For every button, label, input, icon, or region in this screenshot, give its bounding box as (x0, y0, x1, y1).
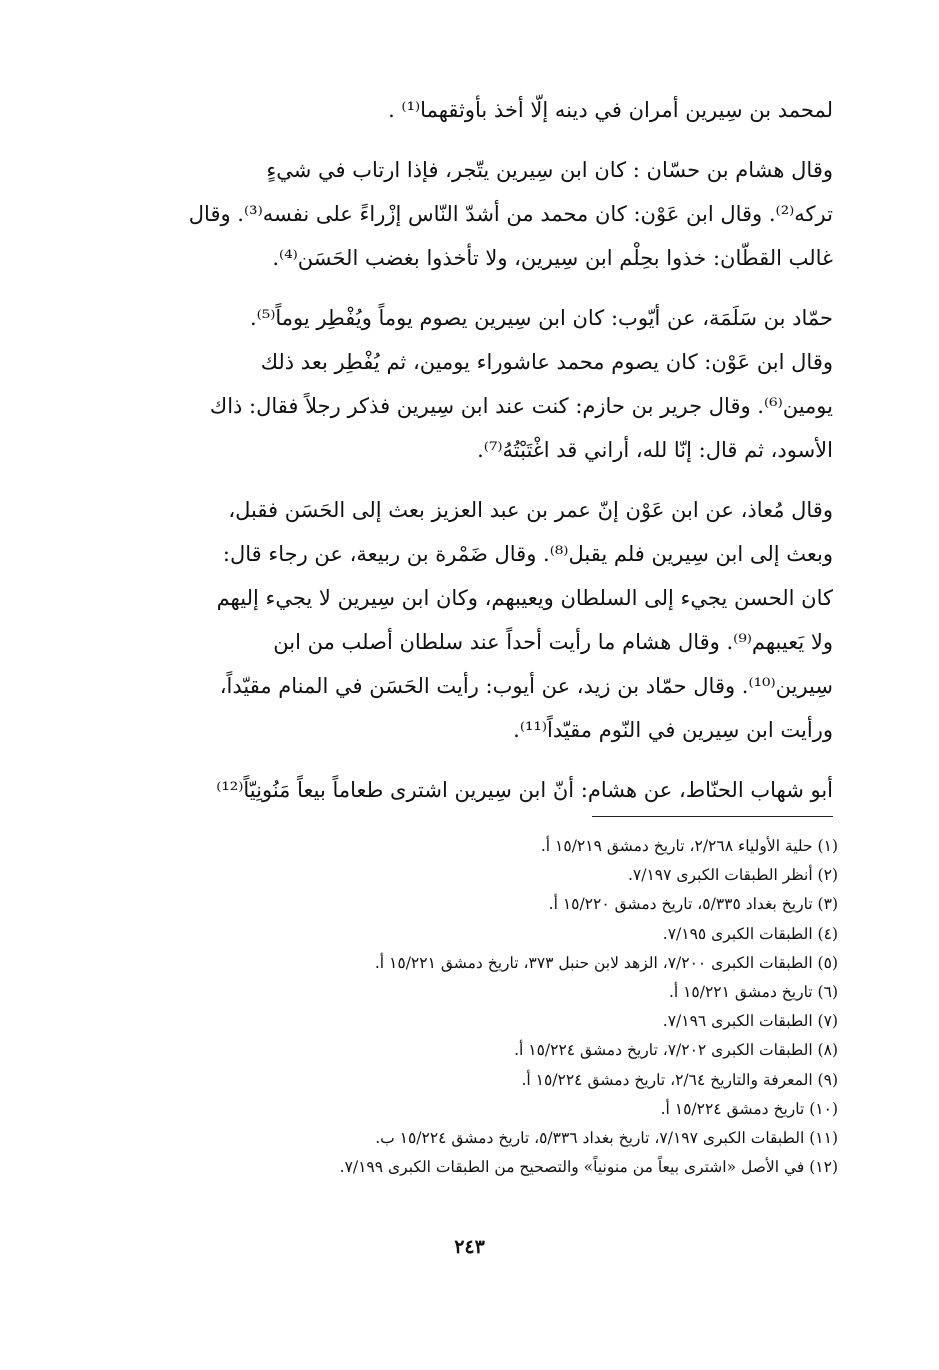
paragraph (128, 148, 833, 280)
text-line: ورأيت ابن سِيرين في النّوم مقيّداً⁽¹¹⁾. (513, 718, 833, 742)
page-number: ٢٤٣ (454, 1236, 485, 1258)
footnote: (٧) الطبقات الكبرى ٧/١٩٦. (662, 1012, 838, 1031)
text-line: سِيرين⁽¹⁰⁾. وقال حمّاد بن زيد، عن أيوب: رأيت الحَسَن في المنام مقيّداً، (219, 674, 833, 698)
footnote: (١١) الطبقات الكبرى ٧/١٩٧، تاريخ بغداد ٥/٣٣٦، تاريخ دمشق ١٥/٢٢٤ ب. (375, 1129, 838, 1148)
text-line: وقال هشام بن حسّان : كان ابن سِيرين يتّجر، فإذا ارتاب في شيءٍ (266, 158, 833, 182)
text-line: أبو شهاب الحنّاط، عن هشام: أنّ ابن سِيرين اشترى طعاماً بيعاً مَنُونِيّاً⁽¹²⁾ (216, 778, 833, 802)
text-line: تركه⁽²⁾. وقال ابن عَوْن: كان محمد من أشدّ النّاس إزْراءً على نفسه⁽³⁾. وقال (188, 202, 833, 226)
text-line: غالب القطّان: خذوا بحِلْم ابن سِيرين، ولا تأخذوا بغضب الحَسَن⁽⁴⁾. (272, 246, 833, 270)
footnote: (١٠) تاريخ دمشق ١٥/٢٢٤ أ. (660, 1099, 838, 1118)
footnote: (٩) المعرفة والتاريخ ٢/٦٤، تاريخ دمشق ١٥/٢٢٤ أ. (521, 1070, 838, 1089)
footnote: (١٢) في الأصل «اشترى بيعاً من منونياً» والتصحيح من الطبقات الكبرى ٧/١٩٩. (339, 1158, 838, 1177)
footnote-divider (592, 816, 833, 817)
text-line: الأسود، ثم قال: إنّا لله، أراني قد اغْتَبْتُهُ⁽⁷⁾. (477, 438, 833, 462)
footnote: (٢) أنظر الطبقات الكبرى ٧/١٩٧. (627, 866, 838, 885)
text-line: كان الحسن يجيء إلى السلطان ويعيبهم، وكان ابن سِيرين لا يجيء إليهم (216, 586, 833, 610)
paragraph (128, 88, 833, 132)
main-text (128, 88, 833, 812)
footnotes-list (128, 832, 838, 1182)
text-line: حمّاد بن سَلَمَة، عن أيّوب: كان ابن سِيرين يصوم يوماً ويُفْطِر يوماً⁽⁵⁾. (249, 306, 833, 330)
text-line: وقال ابن عَوْن: كان يصوم محمد عاشوراء يومين، ثم يُفْطِر بعد ذلك (260, 350, 833, 374)
paragraph (128, 768, 833, 812)
paragraph (128, 488, 833, 752)
footnote: (٥) الطبقات الكبرى ٧/٢٠٠، الزهد لابن حنبل ٣٧٣، تاريخ دمشق ١٥/٢٢١ أ. (374, 953, 838, 972)
paragraph (128, 296, 833, 472)
text-line: ولا يَعيبهم⁽⁹⁾. وقال هشام ما رأيت أحداً عند سلطان أصلب من ابن (273, 630, 833, 654)
footnote: (١) حلية الأولياء ٢/٢٦٨، تاريخ دمشق ١٥/٢١٩ أ. (540, 837, 838, 855)
footnote: (٨) الطبقات الكبرى ٧/٢٠٢، تاريخ دمشق ١٥/٢٢٤ أ. (514, 1041, 838, 1060)
footnote: (٣) تاريخ بغداد ٥/٣٣٥، تاريخ دمشق ١٥/٢٢٠ أ. (548, 895, 838, 914)
text-line: وبعث إلى ابن سِيرين فلم يقبل⁽⁸⁾. وقال ضَمْرة بن ربيعة، عن رجاء قال: (222, 542, 833, 566)
text-line: يومين⁽⁶⁾. وقال جرير بن حازم: كنت عند ابن سِيرين فذكر رجلاً فقال: ذاك (209, 394, 833, 418)
footnote: (٤) الطبقات الكبرى ٧/١٩٥. (662, 924, 838, 943)
footnote: (٦) تاريخ دمشق ١٥/٢٢١ أ. (668, 983, 838, 1002)
text-line: لمحمد بن سِيرين أمران في دينه إلّا أخذ بأوثقهما⁽¹⁾ . (388, 98, 833, 122)
text-line: وقال مُعاذ، عن ابن عَوْن إنّ عمر بن عبد العزيز بعث إلى الحَسَن فقبل، (228, 498, 833, 522)
